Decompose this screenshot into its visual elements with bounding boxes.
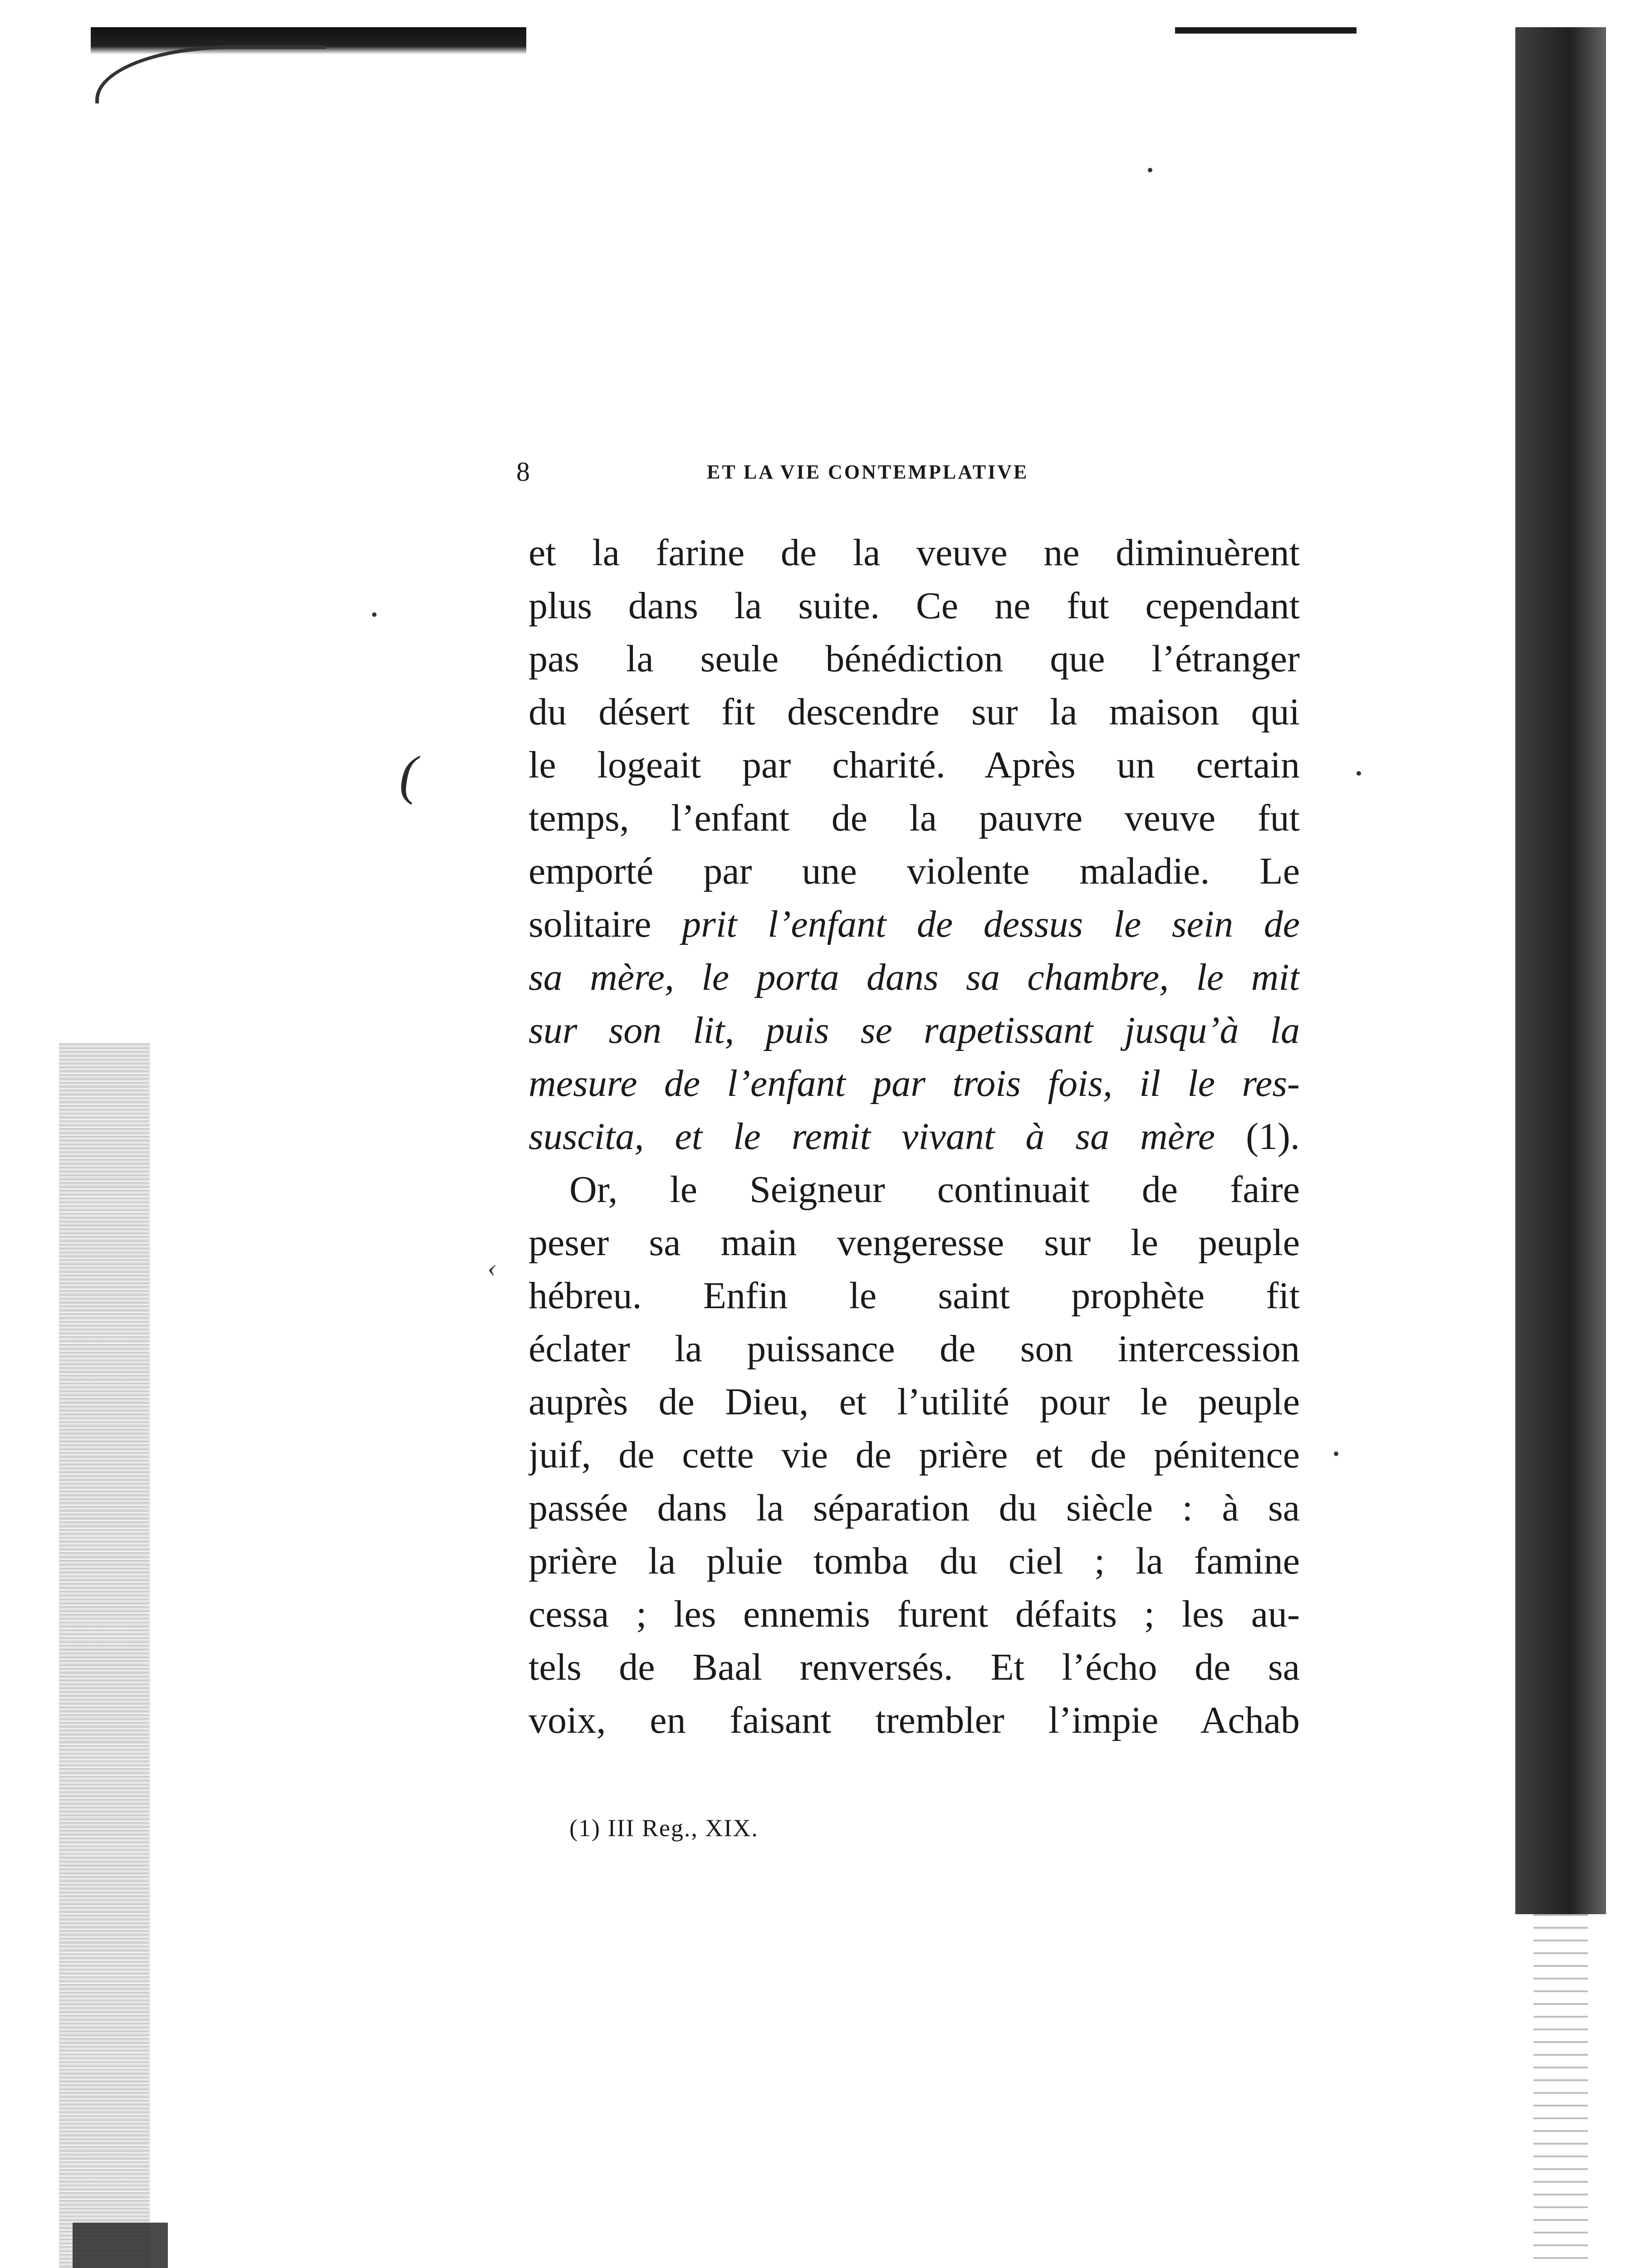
running-head: ET LA VIE CONTEMPLATIVE: [707, 461, 1029, 483]
italic-quote: prit l’enfant de dessus le sein de: [682, 903, 1300, 945]
scan-edge-left: [59, 1043, 150, 2268]
footnote-ref: (1).: [1246, 1115, 1300, 1158]
italic-quote-line: mesure de l’enfant par trois fois, il le res-: [529, 1062, 1300, 1105]
scan-speck: [372, 612, 377, 617]
text-line: pas la seule bénédiction que l’étranger: [529, 638, 1300, 680]
text-line: emporté par une violente maladie. Le: [529, 850, 1300, 892]
italic-quote: suscita, et le remit vivant à sa mère: [529, 1115, 1215, 1158]
page-number: 8: [516, 457, 530, 487]
text-line: et la farine de la veuve ne diminuèrent: [529, 532, 1300, 574]
text-line: le logeait par charité. Après un certain: [529, 744, 1300, 786]
text-segment: solitaire: [529, 903, 651, 945]
italic-quote-line: sur son lit, puis se rapetissant jusqu’à la: [529, 1009, 1300, 1051]
page-header: [516, 454, 1306, 490]
margin-pen-mark: (: [399, 745, 417, 805]
text-line: prière la pluie tomba du ciel ; la famine: [529, 1540, 1300, 1582]
margin-pen-mark: ‹: [488, 1252, 497, 1282]
scan-edge-left-bottom: [73, 2223, 168, 2268]
text-line: hébreu. Enfin le saint prophète fit: [529, 1275, 1300, 1317]
text-line: temps, l’enfant de la pauvre veuve fut: [529, 797, 1300, 839]
scan-speck: [1334, 1452, 1338, 1456]
scan-speck: [1357, 771, 1361, 776]
text-line: auprès de Dieu, et l’utilité pour le peuple: [529, 1381, 1300, 1423]
footnote: (1) III Reg., XIX.: [569, 1814, 759, 1842]
scan-edge-right: [1515, 27, 1606, 1914]
text-line: plus dans la suite. Ce ne fut cependant: [529, 585, 1300, 627]
text-line: peser sa main vengeresse sur le peuple: [529, 1222, 1300, 1264]
scan-edge-top-right: [1175, 27, 1357, 34]
italic-quote-line: sa mère, le porta dans sa chambre, le mit: [529, 956, 1300, 998]
text-line: passée dans la séparation du siècle : à sa: [529, 1487, 1300, 1529]
scan-edge-right-dots: [1533, 1914, 1588, 2268]
text-line: [529, 898, 1300, 951]
body-text: [529, 526, 1300, 1747]
text-line: Or, le Seigneur continuait de faire: [569, 1168, 1300, 1211]
text-line: voix, en faisant trembler l’impie Achab: [529, 1699, 1300, 1741]
text-line: du désert fit descendre sur la maison qui: [529, 691, 1300, 733]
text-line: éclater la puissance de son intercession: [529, 1328, 1300, 1370]
text-line: cessa ; les ennemis furent défaits ; les au-: [529, 1593, 1300, 1635]
scan-speck: [1148, 168, 1152, 172]
text-line: tels de Baal renversés. Et l’écho de sa: [529, 1646, 1300, 1688]
text-line: juif, de cette vie de prière et de pénitence: [529, 1434, 1300, 1476]
text-line: [529, 1110, 1300, 1163]
